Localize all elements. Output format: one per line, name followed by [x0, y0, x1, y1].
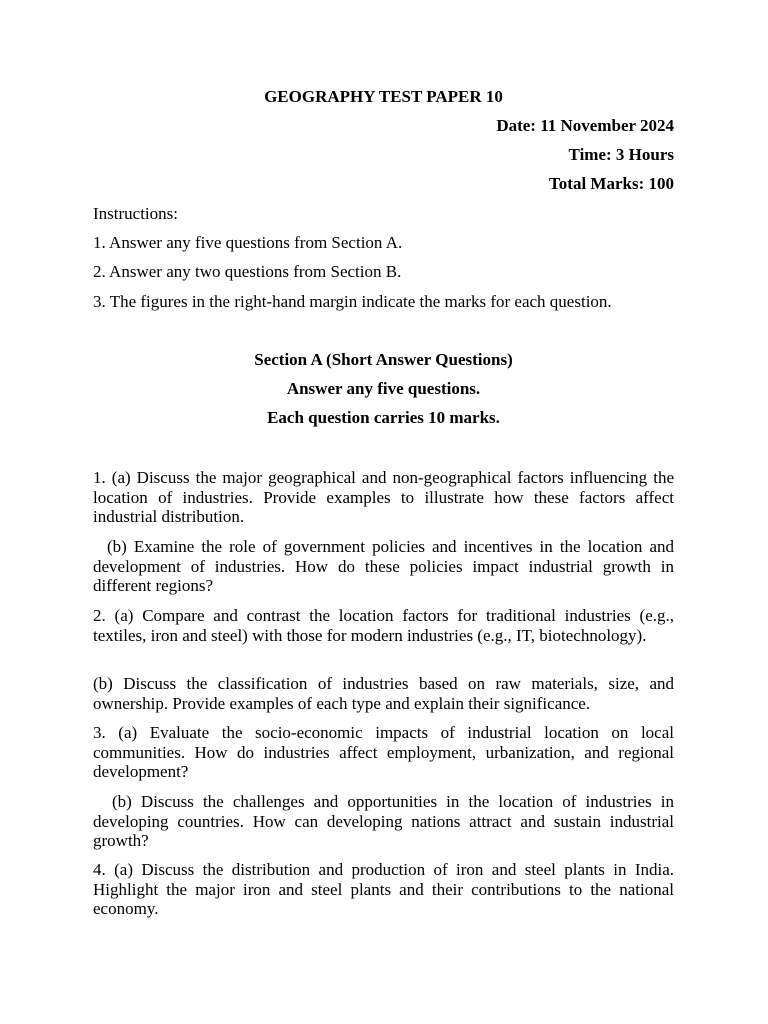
question-3b: (b) Discuss the challenges and opportunities in the location of industries in developing countries. How can developing nations attract and sustain industrial growth?	[93, 792, 674, 850]
question-2a: 2. (a) Compare and contrast the location factors for traditional industries (e.g., textiles, iron and steel) with those for modern industries (e.g., IT, biotechnology).	[93, 606, 674, 645]
exam-duration: Time: 3 Hours	[568, 145, 674, 164]
instruction-item: 3. The figures in the right-hand margin indicate the marks for each question.	[93, 292, 612, 311]
instructions-heading: Instructions:	[93, 204, 178, 223]
question-2b: (b) Discuss the classification of industries based on raw materials, size, and ownership. Provide examples of each type and explain their significance.	[93, 674, 674, 713]
section-a-marks-note: Each question carries 10 marks.	[267, 408, 500, 427]
total-marks: Total Marks: 100	[549, 174, 674, 193]
paper-title: GEOGRAPHY TEST PAPER 10	[264, 87, 503, 106]
question-1a: 1. (a) Discuss the major geographical and non-geographical factors influencing the location of industries. Provide examples to illustrate how these factors affect industrial distribution.	[93, 468, 674, 526]
question-1b: (b) Examine the role of government policies and incentives in the location and development of industries. How do these policies impact industrial growth in different regions?	[93, 537, 674, 595]
instruction-item: 2. Answer any two questions from Section B.	[93, 262, 402, 281]
section-a-title: Section A (Short Answer Questions)	[254, 350, 513, 369]
exam-date: Date: 11 November 2024	[496, 116, 674, 135]
question-4a: 4. (a) Discuss the distribution and production of iron and steel plants in India. Highlight the major iron and steel plants and their contributions to the national economy.	[93, 860, 674, 918]
section-a-subtitle: Answer any five questions.	[286, 379, 481, 398]
instruction-item: 1. Answer any five questions from Section A.	[93, 233, 403, 252]
question-3a: 3. (a) Evaluate the socio-economic impacts of industrial location on local communities. How do industries affect employment, urbanization, and regional development?	[93, 723, 674, 781]
